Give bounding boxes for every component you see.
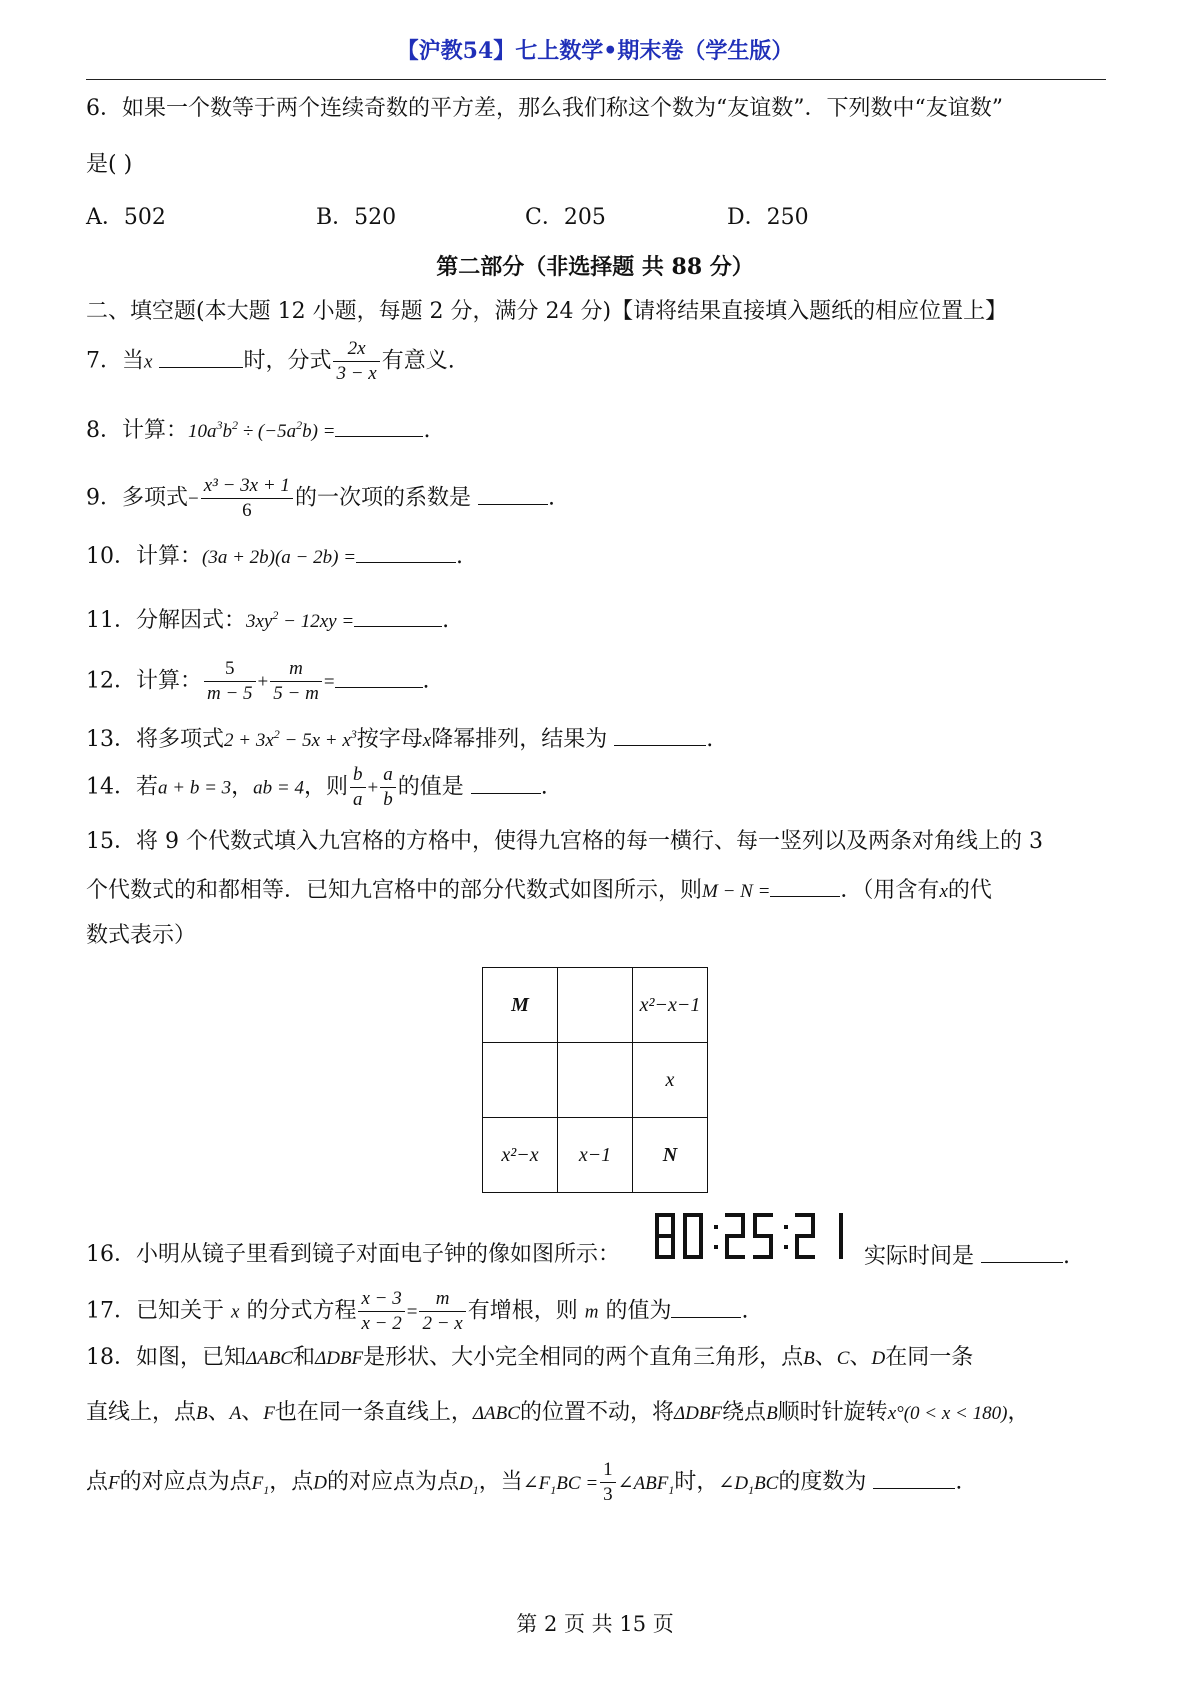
question-9	[86, 474, 555, 523]
answer-blank-14[interactable]	[471, 771, 541, 794]
answer-blank-10[interactable]	[356, 540, 456, 563]
q13-mid1: 按字母	[356, 727, 423, 752]
clock-digit-segment	[795, 1255, 815, 1259]
grid-row	[483, 1043, 708, 1118]
q12-prefix: 12．计算：	[86, 668, 202, 694]
question-7	[86, 337, 455, 386]
q14-fraction-1: $\frac{b}{a}$	[350, 763, 366, 812]
q15-expr: M − N =	[702, 881, 771, 902]
q12-suffix: .	[422, 668, 430, 694]
q8-suffix: .	[423, 418, 431, 443]
grid-cell: x	[633, 1043, 708, 1118]
answer-blank-16[interactable]	[981, 1240, 1063, 1263]
q10-suffix: .	[456, 544, 464, 569]
header-title: 【沪教54】七上数学•期末卷（学生版）	[396, 38, 794, 64]
grid-cell: x²−x	[483, 1118, 558, 1193]
clock-digit-segment	[699, 1213, 703, 1236]
option-a: A．502	[86, 205, 166, 230]
q17-fraction-2: $\frac{m}{2 - x}$	[419, 1287, 465, 1336]
q13-suffix: .	[706, 727, 714, 752]
clock-colon-dot	[714, 1225, 718, 1229]
q10-expr: (3a + 2b)(a − 2b) =	[202, 547, 357, 568]
option-c: C．205	[525, 205, 606, 230]
grid-cell	[483, 1043, 558, 1118]
q12-fraction-1: $\frac{5}{m - 5}$	[204, 657, 256, 706]
question-6-stem-line1: 6．如果一个数等于两个连续奇数的平方差，那么我们称这个数为“友谊数”．下列数中“友谊数”	[86, 96, 1003, 121]
answer-blank-9[interactable]	[478, 482, 548, 505]
q12-equals: =	[323, 671, 335, 693]
nine-grid	[482, 967, 708, 1193]
clock-digit-segment	[741, 1213, 745, 1236]
clock-colon-dot	[784, 1245, 788, 1249]
question-11	[86, 604, 449, 637]
q17-fraction-1: $\frac{x - 3}{x - 2}$	[358, 1287, 404, 1336]
question-16-prefix: 16．小明从镜子里看到镜子对面电子钟的像如图所示：	[86, 1242, 620, 1267]
clock-digit-segment	[839, 1213, 843, 1236]
clock-digit-segment	[725, 1255, 745, 1259]
q11-prefix: 11．分解因式：	[86, 608, 246, 633]
option-d: D．250	[727, 205, 809, 230]
clock-digit-segment	[753, 1213, 757, 1236]
question-12	[86, 657, 430, 706]
clock-digit-segment	[683, 1213, 687, 1236]
clock-digit-segment	[655, 1236, 659, 1259]
clock-digit-segment	[811, 1213, 815, 1236]
page-number: 第 2 页 共 15 页	[516, 1612, 674, 1636]
question-15-line1: 15．将 9 个代数式填入九宫格的方格中，使得九宫格的每一横行、每一竖列以及两条对角线上的 3	[86, 829, 1043, 854]
question-13	[86, 723, 713, 756]
answer-blank-13[interactable]	[614, 723, 706, 746]
q14-plus: +	[367, 777, 379, 799]
question-10	[86, 540, 463, 573]
q7-fraction: $\frac{2x}{3 - x}$	[333, 337, 379, 386]
q14-mid2: 的值是	[397, 774, 464, 800]
section-instruction: 二、填空题(本大题 12 小题，每题 2 分，满分 24 分)【请将结果直接填入题纸的相应位置上】	[86, 299, 1008, 324]
grid-cell: N	[633, 1118, 708, 1193]
answer-blank-8[interactable]	[335, 414, 423, 437]
q9-fraction: $\frac{\text{x³ − 3x + 1}}{6}$	[201, 474, 293, 523]
q14-prefix: 14．若	[86, 774, 158, 800]
q12-fraction-2: $\frac{m}{5 - m}$	[270, 657, 322, 706]
answer-blank-18[interactable]	[873, 1466, 955, 1489]
q8-prefix: 8．计算：	[86, 418, 188, 443]
q7-var: x	[144, 351, 153, 373]
clock-digit-segment	[839, 1236, 843, 1259]
q14-cond2: ab = 4	[253, 777, 304, 799]
clock-digit-segment	[753, 1255, 773, 1259]
question-6-stem-line2: 是( )	[86, 152, 133, 177]
q14-sep: ，	[231, 774, 254, 800]
q9-mid: 的一次项的系数是	[294, 485, 471, 511]
question-17: 17．已知关于 x 的分式方程 $\frac{x - 3}{x - 2}$ = $\frac{m}{2 - x}$ 有增根，则 m 的值为 .	[86, 1288, 749, 1334]
answer-blank-15[interactable]	[770, 874, 840, 897]
question-15-line2: 个代数式的和都相等．已知九宫格中的部分代数式如图所示，则M − N = ．（用含有x的代	[86, 874, 992, 907]
question-14	[86, 763, 548, 812]
clock-display	[653, 1207, 863, 1267]
question-16-tail: 实际时间是 .	[864, 1240, 1070, 1272]
question-18-line3: 点F的对应点为点$F_1$，点D的对应点为点$D_1$，当$\angle F_1BC$ = $\frac{1}{3}$ $\angle ABF_1$时，$\angle D_1BC$的度数为 .	[86, 1459, 963, 1505]
question-15-line3: 数式表示）	[86, 923, 197, 948]
section-title: 第二部分（非选择题 共 88 分）	[436, 254, 754, 280]
grid-row	[483, 1118, 708, 1193]
q7-prefix: 7．当	[86, 348, 144, 374]
q11-suffix: .	[442, 608, 450, 633]
q13-mid2: 降幂排列，结果为	[431, 727, 608, 752]
q14-fraction-2: $\frac{a}{b}$	[380, 763, 396, 812]
option-b: B．520	[316, 205, 397, 230]
answer-blank-17[interactable]	[671, 1295, 741, 1318]
question-18-line2: 直线上，点B、A、F也在同一条直线上，ΔABC的位置不动，将ΔDBF绕点B顺时针旋转x°(0 < x < 180)，	[86, 1400, 1030, 1425]
clock-colon-dot	[714, 1245, 718, 1249]
answer-blank-7[interactable]	[159, 345, 243, 368]
grid-row	[483, 968, 708, 1043]
q13-expr: $2 + 3x^2 - 5x + x^3$	[224, 727, 357, 751]
clock-colon-dot	[784, 1225, 788, 1229]
question-18-line1: 18．如图，已知ΔABC和ΔDBF是形状、大小完全相同的两个直角三角形，点B、C、D在同一条	[86, 1345, 974, 1370]
q14-suffix: .	[540, 774, 548, 800]
grid-cell: x−1	[558, 1118, 633, 1193]
question-8	[86, 414, 430, 447]
q9-prefix: 9．多项式	[86, 485, 188, 511]
mirrored-digital-clock	[653, 1207, 863, 1271]
q9-minus: −	[188, 488, 199, 510]
q18-fraction: $\frac{1}{3}$	[600, 1458, 616, 1507]
grid-cell: M	[483, 968, 558, 1043]
q7-suffix: 有意义.	[381, 348, 455, 374]
answer-blank-12[interactable]	[335, 665, 423, 688]
clock-digit-segment	[655, 1234, 675, 1238]
q9-suffix: .	[547, 485, 555, 511]
q13-var: x	[422, 730, 432, 751]
header-divider	[86, 79, 1106, 80]
q14-cond1: a + b = 3	[158, 777, 232, 799]
q11-expr: $3xy^2 - 12xy$ =	[246, 608, 355, 632]
grid-cell: x²−x−1	[633, 968, 708, 1043]
clock-digit-segment	[655, 1213, 659, 1236]
clock-digit-segment	[671, 1213, 675, 1236]
q10-prefix: 10．计算：	[86, 544, 202, 569]
q8-expr: $10a^3b^2 \div (-5a^2b)$ =	[188, 418, 336, 442]
grid-cell	[558, 1043, 633, 1118]
q7-mid: 时，分式	[243, 348, 332, 374]
clock-digit-segment	[683, 1236, 687, 1259]
q12-plus: +	[257, 671, 269, 693]
q14-mid: ，则	[304, 774, 349, 800]
grid-cell	[558, 968, 633, 1043]
q13-prefix: 13．将多项式	[86, 727, 224, 752]
answer-blank-11[interactable]	[354, 604, 442, 627]
